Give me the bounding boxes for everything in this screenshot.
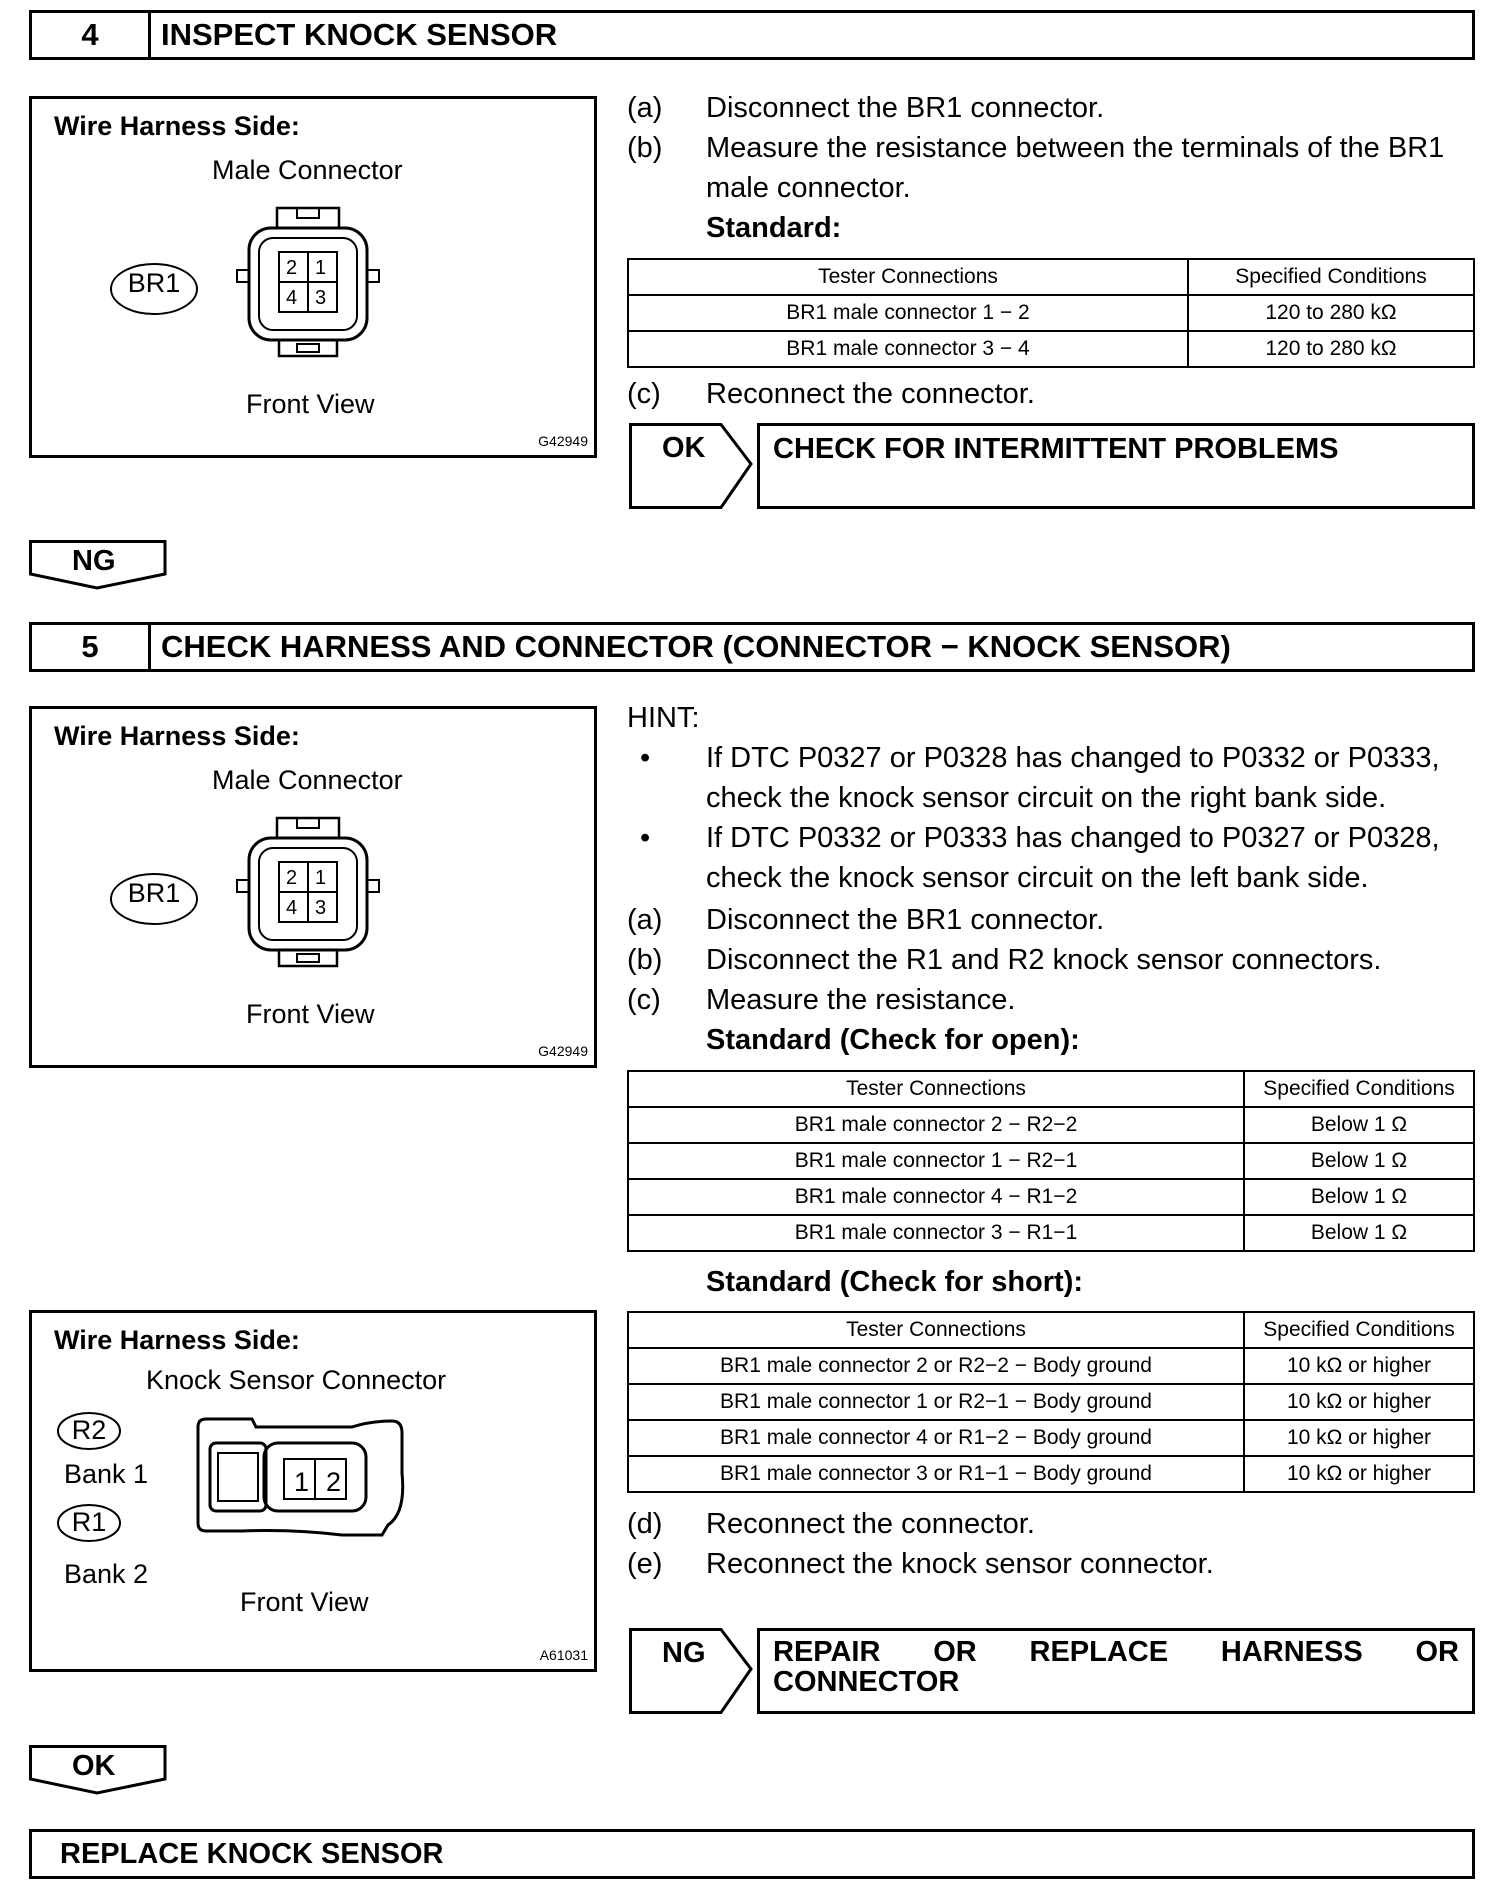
step-5-title: CHECK HARNESS AND CONNECTOR (CONNECTOR − KNOCK SENSOR) (161, 629, 1231, 664)
ng-result-word: REPLACE (1029, 1636, 1169, 1668)
step-marker: (c) (627, 984, 661, 1016)
ng-result-word: OR (1415, 1636, 1459, 1668)
pin-1: 1 (315, 257, 327, 279)
table-cell: 10 kΩ or higher (1244, 1456, 1474, 1492)
figure-heading: Wire Harness Side: (54, 721, 300, 751)
table-row (628, 1179, 1474, 1215)
pin-3: 3 (315, 897, 327, 919)
table-row (628, 1420, 1474, 1456)
figure-code: A61031 (539, 1647, 588, 1663)
view-label: Front View (240, 1587, 369, 1617)
table-header: Specified Conditions (1188, 259, 1474, 295)
figure-code: G42949 (538, 1043, 588, 1059)
table-cell: 120 to 280 kΩ (1188, 295, 1474, 331)
step-4-figure (29, 96, 597, 458)
step-marker: (a) (627, 92, 663, 124)
step-marker: (d) (627, 1508, 663, 1540)
table-cell: Below 1 Ω (1244, 1179, 1474, 1215)
ng-result-word: REPAIR (773, 1636, 881, 1668)
ng-label: NG (662, 1637, 706, 1669)
hint-2 (627, 822, 1440, 855)
table-cell: BR1 male connector 3 − R1−1 (628, 1215, 1244, 1251)
table-cell: BR1 male connector 1 or R2−1 − Body ground (628, 1384, 1244, 1420)
hint-line: If DTC P0327 or P0328 has changed to P0332 or P0333, (706, 742, 1440, 774)
table-header: Specified Conditions (1244, 1312, 1474, 1348)
final-title: REPLACE KNOCK SENSOR (60, 1837, 444, 1870)
bullet: • (640, 742, 651, 774)
table-cell: 10 kΩ or higher (1244, 1348, 1474, 1384)
step-text: Measure the resistance between the terminals of the BR1 (706, 132, 1445, 164)
pin-2: 2 (286, 867, 298, 889)
bullet: • (640, 822, 651, 854)
connector-label: Knock Sensor Connector (146, 1365, 447, 1395)
step-text: Disconnect the R1 and R2 knock sensor connectors. (706, 944, 1382, 976)
standard-open-label: Standard (Check for open): (706, 1024, 1080, 1056)
step-4b-cont (627, 172, 911, 205)
step-5b (627, 944, 1381, 977)
ng-result-line2: CONNECTOR (773, 1666, 960, 1698)
table-cell: Below 1 Ω (1244, 1143, 1474, 1179)
table-cell: BR1 male connector 4 or R1−2 − Body ground (628, 1420, 1244, 1456)
table-row (628, 1143, 1474, 1179)
table-header: Tester Connections (628, 1312, 1244, 1348)
table-cell: BR1 male connector 2 − R2−2 (628, 1107, 1244, 1143)
table-cell: BR1 male connector 3 or R1−1 − Body ground (628, 1456, 1244, 1492)
standard-short-label: Standard (Check for short): (706, 1266, 1084, 1298)
ng-result-line1 (773, 1637, 1459, 1667)
step-4-title: INSPECT KNOCK SENSOR (161, 17, 558, 52)
r1-label: R1 (71, 1507, 107, 1537)
table-cell: BR1 male connector 1 − 2 (628, 295, 1188, 331)
figure-heading: Wire Harness Side: (54, 111, 300, 141)
step-marker: (a) (627, 904, 663, 936)
step-4c (627, 378, 1035, 411)
step-5-header (29, 622, 1475, 672)
final-action-box (29, 1829, 1475, 1879)
step-5e (627, 1548, 1214, 1581)
step-text: Disconnect the BR1 connector. (706, 92, 1105, 124)
hint-1-cont (706, 782, 1386, 815)
table-cell: Below 1 Ω (1244, 1215, 1474, 1251)
table-row (628, 1215, 1474, 1251)
table-cell: Below 1 Ω (1244, 1107, 1474, 1143)
step-marker: (e) (627, 1548, 663, 1580)
step-text: Reconnect the connector. (706, 1508, 1035, 1540)
male-connector-icon (227, 194, 387, 374)
table-row (628, 1348, 1474, 1384)
ng-result-box (757, 1628, 1475, 1714)
hint-line: If DTC P0332 or P0333 has changed to P0327 or P0328, (706, 822, 1440, 854)
pin-1: 1 (315, 867, 327, 889)
table-row (628, 1384, 1474, 1420)
step-marker: (c) (627, 378, 661, 410)
ng-result-word: HARNESS (1220, 1636, 1363, 1668)
step-marker: (b) (627, 944, 663, 976)
step-text: Reconnect the connector. (706, 378, 1035, 410)
ng-label: NG (72, 545, 116, 577)
step-5d (627, 1508, 1035, 1541)
step-marker: (b) (627, 132, 663, 164)
table-header-row (628, 1071, 1474, 1107)
hint-text: HINT: (627, 702, 700, 734)
table-header-row (628, 259, 1474, 295)
table-row (628, 295, 1474, 331)
step-marker (627, 172, 706, 205)
hint-label (627, 702, 700, 735)
step-5-figure (29, 706, 597, 1068)
table-header: Specified Conditions (1244, 1071, 1474, 1107)
table-header-row (628, 1312, 1474, 1348)
ok-label: OK (662, 432, 706, 464)
bank2-label: Bank 2 (64, 1559, 149, 1589)
connector-id: BR1 (127, 878, 181, 908)
step-4b (627, 132, 1444, 165)
step-text: Reconnect the knock sensor connector. (706, 1548, 1214, 1580)
step-5a (627, 904, 1104, 937)
table-cell: BR1 male connector 3 − 4 (628, 331, 1188, 367)
standard-label: Standard: (706, 212, 842, 244)
short-spec-table (627, 1311, 1475, 1493)
table-row (628, 331, 1474, 367)
connector-id: BR1 (127, 268, 181, 298)
ok-result-box (757, 423, 1475, 509)
pin-4: 4 (286, 287, 298, 309)
table-cell: 120 to 280 kΩ (1188, 331, 1474, 367)
table-cell: 10 kΩ or higher (1244, 1384, 1474, 1420)
step-5-number: 5 (32, 625, 151, 669)
table-cell: BR1 male connector 4 − R1−2 (628, 1179, 1244, 1215)
table-cell: BR1 male connector 1 − R2−1 (628, 1143, 1244, 1179)
view-label: Front View (246, 999, 375, 1029)
pin-4: 4 (286, 897, 298, 919)
step-text: male connector. (706, 172, 911, 204)
ok-result-text: CHECK FOR INTERMITTENT PROBLEMS (773, 433, 1339, 465)
pin-1: 1 (294, 1467, 310, 1497)
knock-sensor-figure (29, 1310, 597, 1672)
table-header: Tester Connections (628, 1071, 1244, 1107)
pin-3: 3 (315, 287, 327, 309)
table-row (628, 1107, 1474, 1143)
hint-1 (627, 742, 1440, 775)
pin-2: 2 (326, 1467, 342, 1497)
connector-label: Male Connector (212, 765, 403, 795)
male-connector-icon (227, 804, 387, 984)
open-spec-table (627, 1070, 1475, 1252)
pin-2: 2 (286, 257, 298, 279)
table-row (628, 1456, 1474, 1492)
table-header: Tester Connections (628, 259, 1188, 295)
view-label: Front View (246, 389, 375, 419)
bank1-label: Bank 1 (64, 1459, 149, 1489)
step-4-spec-table (627, 258, 1475, 368)
table-cell: 10 kΩ or higher (1244, 1420, 1474, 1456)
step-text: Disconnect the BR1 connector. (706, 904, 1105, 936)
step-4-number: 4 (32, 13, 151, 57)
r2-label: R2 (71, 1415, 107, 1445)
step-text: Measure the resistance. (706, 984, 1016, 1016)
hint-line: check the knock sensor circuit on the right bank side. (706, 782, 1387, 814)
ng-result-word: OR (933, 1636, 977, 1668)
figure-heading: Wire Harness Side: (54, 1325, 300, 1355)
step-5c (627, 984, 1015, 1017)
connector-label: Male Connector (212, 155, 403, 185)
step-4a (627, 92, 1104, 125)
ok-label: OK (72, 1750, 116, 1782)
table-cell: BR1 male connector 2 or R2−2 − Body ground (628, 1348, 1244, 1384)
figure-code: G42949 (538, 433, 588, 449)
hint-line: check the knock sensor circuit on the left bank side. (706, 862, 1369, 894)
step-4-header (29, 10, 1475, 60)
hint-2-cont (706, 862, 1369, 895)
